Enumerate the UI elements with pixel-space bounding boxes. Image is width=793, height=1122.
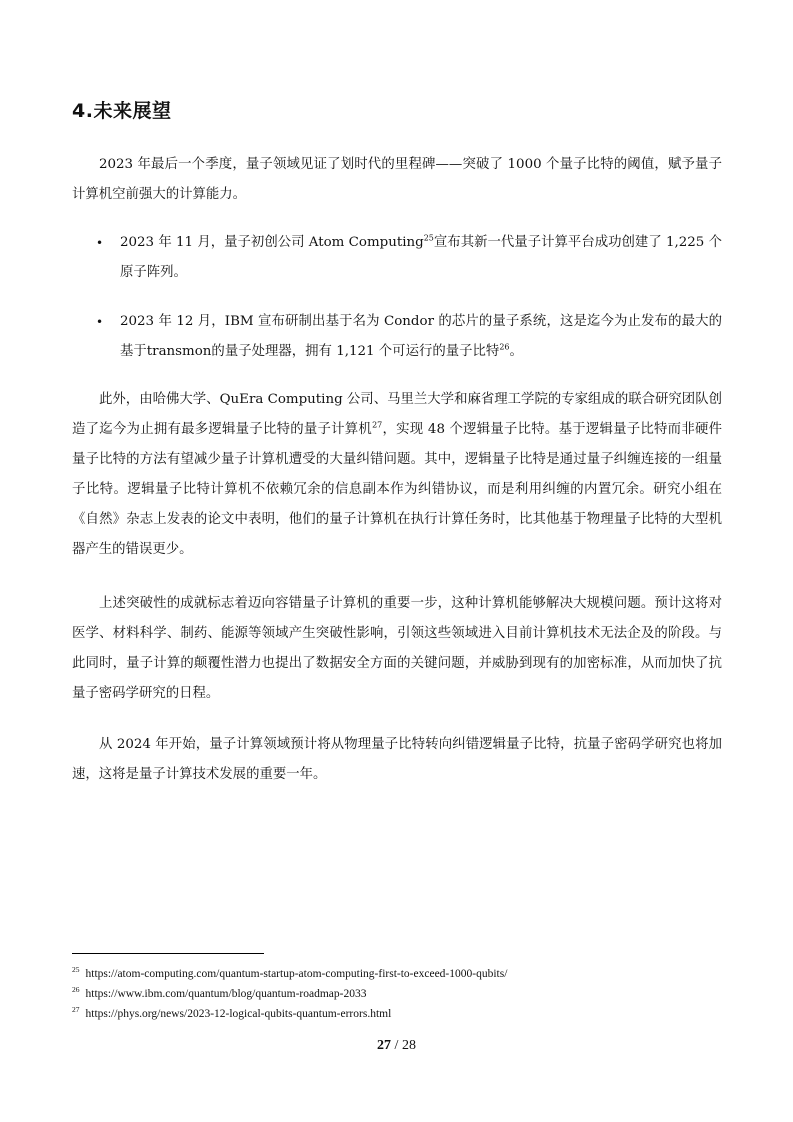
paragraph-outlook: 从 2024 年开始，量子计算领域预计将从物理量子比特转向纠错逻辑量子比特，抗量子密码学研究也将加速，这将是量子计算技术发展的重要一年。 (72, 737, 722, 782)
bullet-text-cont: 。 (509, 344, 523, 359)
bullet-text: 2023 年 12 月，IBM 宣布研制出基于名为 Condor 的芯片的量子系统，这是迄今为止发布的最大的基于transmon的量子处理器，拥有 1,121 个可运行的量子比特 (120, 314, 722, 359)
footnote-item (72, 964, 722, 984)
footnote-ref: 26 (499, 342, 510, 352)
bullet-icon: • (96, 315, 104, 329)
current-page: 27 (377, 1038, 392, 1053)
footnote-link[interactable]: https://www.ibm.com/quantum/blog/quantum-roadmap-2033 (85, 988, 367, 1000)
total-pages: 28 (401, 1038, 416, 1053)
bullet-text: 2023 年 11 月，量子初创公司 Atom Computing (120, 235, 424, 250)
bullet-item (96, 307, 722, 367)
footnote-item (72, 984, 722, 1004)
paragraph-research (72, 385, 722, 565)
footnote-link[interactable]: https://phys.org/news/2023-12-logical-qubits-quantum-errors.html (85, 1008, 392, 1020)
footnote-link[interactable]: https://atom-computing.com/quantum-startup-atom-computing-first-to-exceed-1000-qubits/ (85, 968, 508, 980)
paragraph-intro: 2023 年最后一个季度，量子领域见证了划时代的里程碑——突破了 1000 个量子比特的阈值，赋予量子计算机空前强大的计算能力。 (72, 157, 722, 202)
footnote-number: 26 (72, 985, 80, 995)
footnote-item (72, 1004, 722, 1024)
footnote-ref: 27 (372, 420, 383, 430)
footnotes (72, 964, 722, 1024)
paragraph-text-cont: ，实现 48 个逻辑量子比特。基于逻辑量子比特而非硬件量子比特的方法有望减少量子计算机遭受的大量纠错问题。其中，逻辑量子比特是通过量子纠缠连接的一组量子比特。逻辑量子比特计算机不依赖冗余的信息副本作为纠错协议，而是利用纠缠的内置冗余。研究小组在《自然》杂志上发表的论文中表明，他们的量子计算机在执行计算任务时，比其他基于物理量子比特的大型机器产生的错误更少。 (72, 422, 722, 557)
footnote-divider (72, 953, 264, 954)
footnote-number: 25 (72, 965, 80, 975)
bullet-item (96, 228, 722, 288)
page-number (0, 1038, 793, 1054)
page-separator: / (391, 1038, 402, 1053)
paragraph-impact: 上述突破性的成就标志着迈向容错量子计算机的重要一步，这种计算机能够解决大规模问题。预计这将对医学、材料科学、制药、能源等领域产生突破性影响，引领这些领域进入目前计算机技术无法企及的阶段。与此同时，量子计算的颠覆性潜力也提出了数据安全方面的关键问题，并威胁到现有的加密标准，从而加快了抗量子密码学研究的日程。 (72, 596, 722, 701)
section-heading: 4.未来展望 (72, 100, 172, 122)
footnote-ref: 25 (423, 233, 434, 243)
footnote-number: 27 (72, 1005, 80, 1015)
bullet-text-cont: 宣布其新一代量子计算平台成功创建了 1,225 个原子阵列。 (120, 235, 722, 280)
paragraph-text: 此外，由哈佛大学、QuEra Computing 公司、马里兰大学和麻省理工学院的专家组成的联合研究团队创造了迄今为止拥有最多逻辑量子比特的量子计算机 (72, 392, 722, 437)
bullet-icon: • (96, 236, 104, 250)
